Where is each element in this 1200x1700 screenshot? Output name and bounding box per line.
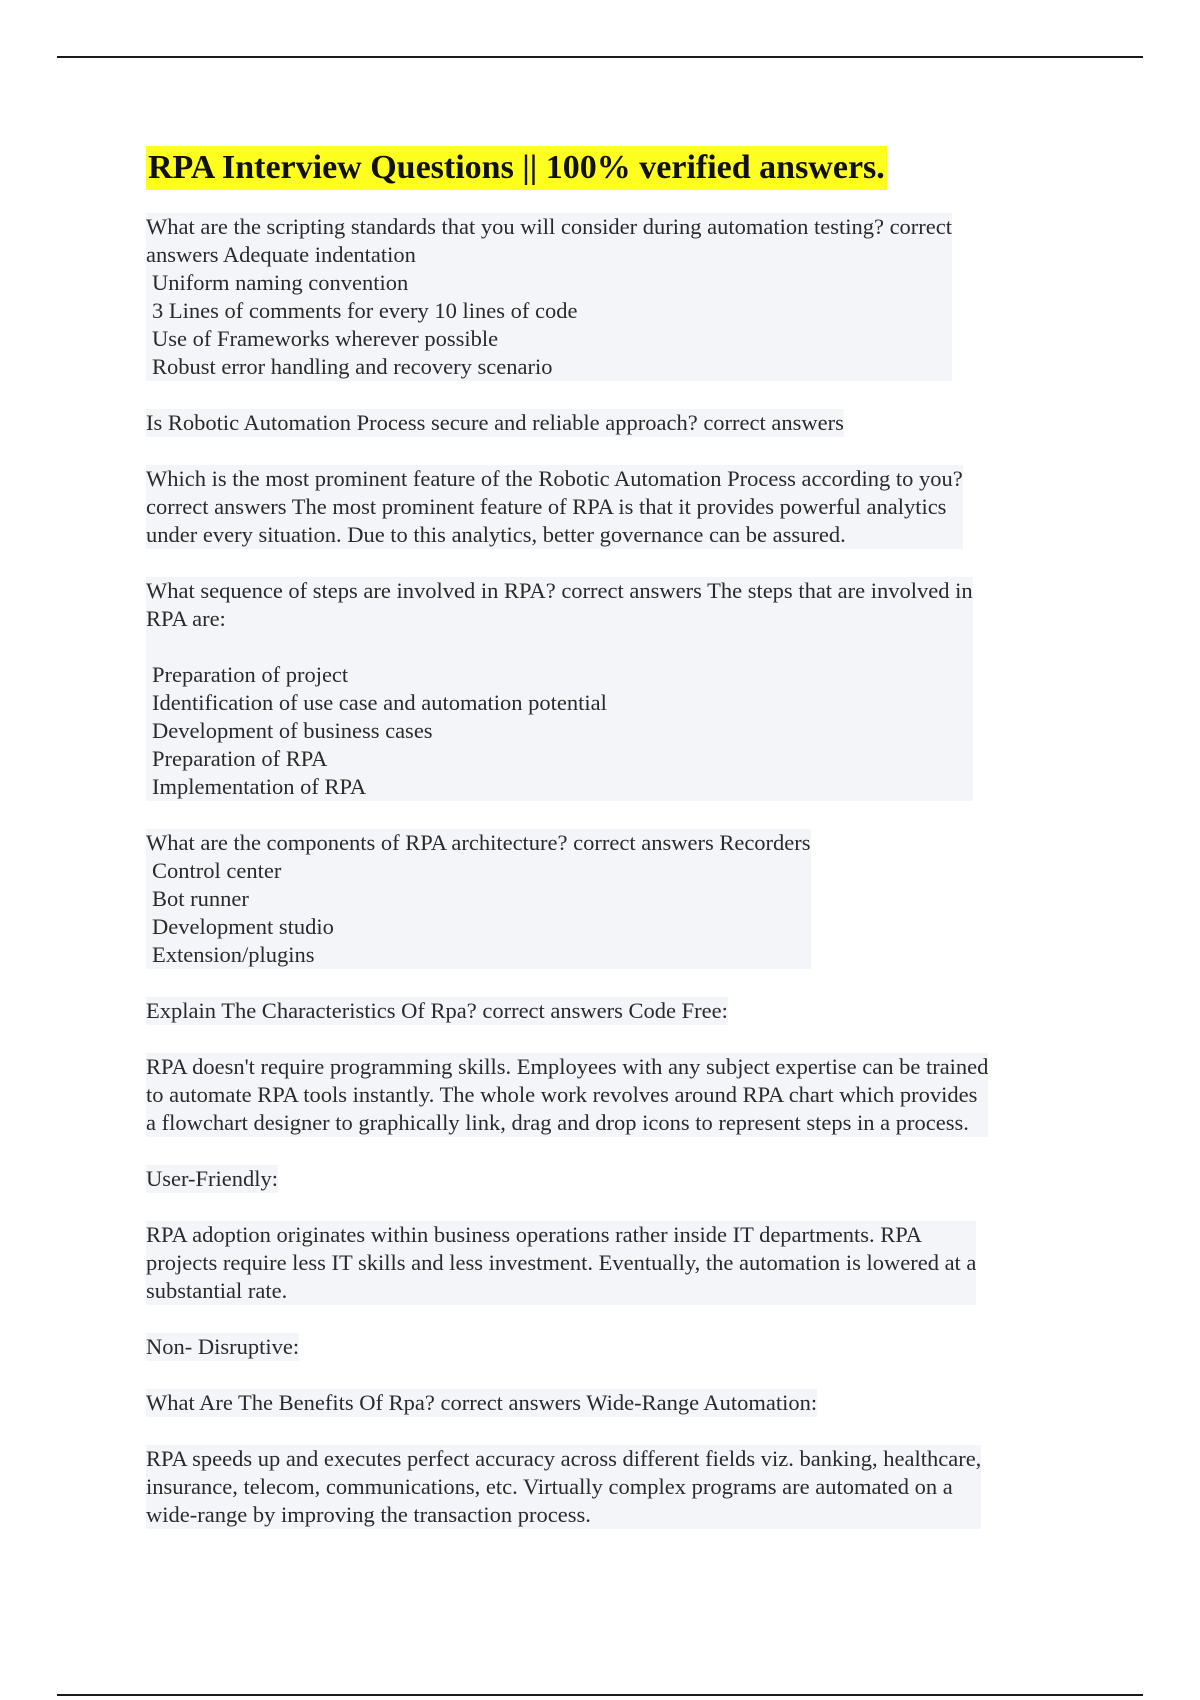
text-line: What sequence of steps are involved in RPA? correct answers The steps that are involved in <box>146 578 973 603</box>
text-line: RPA adoption originates within business operations rather inside IT departments. RPA <box>146 1222 922 1247</box>
text-line: RPA are: <box>146 606 226 631</box>
text-line: Robust error handling and recovery scenario <box>152 354 553 379</box>
paragraph-text <box>146 1165 278 1193</box>
text-line: RPA speeds up and executes perfect accuracy across different fields viz. banking, healthcare, <box>146 1446 982 1471</box>
paragraph-text <box>146 1389 817 1417</box>
qa-paragraph <box>146 1333 1066 1361</box>
text-line: answers Adequate indentation <box>146 242 416 267</box>
text-line: Development of business cases <box>152 718 433 743</box>
document-body <box>146 146 1066 1557</box>
document-title: RPA Interview Questions || 100% verified answers. <box>146 146 887 190</box>
qa-paragraph <box>146 1221 1066 1305</box>
text-line: wide-range by improving the transaction process. <box>146 1502 591 1527</box>
text-line: Preparation of RPA <box>152 746 328 771</box>
text-line: User-Friendly: <box>146 1166 279 1191</box>
paragraph-text <box>146 997 728 1025</box>
text-line: Bot runner <box>152 886 249 911</box>
qa-paragraph <box>146 409 1066 437</box>
footer-rule <box>57 1694 1143 1696</box>
qa-paragraph <box>146 1389 1066 1417</box>
text-line: substantial rate. <box>146 1278 288 1303</box>
text-line: Non- Disruptive: <box>146 1334 300 1359</box>
paragraph-text <box>146 1333 299 1361</box>
qa-paragraph <box>146 1165 1066 1193</box>
qa-list <box>146 213 1066 1529</box>
text-line: projects require less IT skills and less investment. Eventually, the automation is lowered at a <box>146 1250 977 1275</box>
qa-paragraph <box>146 1053 1066 1137</box>
qa-paragraph <box>146 829 1066 969</box>
text-line: Preparation of project <box>152 662 349 687</box>
qa-paragraph <box>146 213 1066 381</box>
text-line: under every situation. Due to this analytics, better governance can be assured. <box>146 522 846 547</box>
qa-paragraph <box>146 577 1066 801</box>
text-line: Uniform naming convention <box>152 270 409 295</box>
paragraph-text <box>146 1053 988 1137</box>
text-line: What are the components of RPA architecture? correct answers Recorders <box>146 830 811 855</box>
paragraph-text <box>146 409 844 437</box>
text-line: insurance, telecom, communications, etc. Virtually complex programs are automated on a <box>146 1474 953 1499</box>
qa-paragraph <box>146 997 1066 1025</box>
text-line: Which is the most prominent feature of the Robotic Automation Process according to you? <box>146 466 963 491</box>
qa-paragraph <box>146 1445 1066 1529</box>
text-line: Use of Frameworks wherever possible <box>152 326 499 351</box>
text-line: Is Robotic Automation Process secure and reliable approach? correct answers <box>146 410 844 435</box>
text-line: correct answers The most prominent feature of RPA is that it provides powerful analytics <box>146 494 947 519</box>
paragraph-text <box>146 213 952 381</box>
paragraph-text <box>146 577 973 801</box>
paragraph-text <box>146 465 963 549</box>
text-line: Control center <box>152 858 282 883</box>
text-line: Implementation of RPA <box>152 774 367 799</box>
text-line: Identification of use case and automation potential <box>152 690 607 715</box>
text-line: Extension/plugins <box>152 942 315 967</box>
text-line: to automate RPA tools instantly. The whole work revolves around RPA chart which provides <box>146 1082 978 1107</box>
qa-paragraph <box>146 465 1066 549</box>
text-line: What are the scripting standards that you will consider during automation testing? correct <box>146 214 953 239</box>
text-line: What Are The Benefits Of Rpa? correct answers Wide-Range Automation: <box>146 1390 818 1415</box>
paragraph-text <box>146 1221 976 1305</box>
text-line: 3 Lines of comments for every 10 lines of code <box>152 298 578 323</box>
paragraph-text <box>146 1445 981 1529</box>
text-line: Development studio <box>152 914 334 939</box>
text-line: Explain The Characteristics Of Rpa? correct answers Code Free: <box>146 998 728 1023</box>
header-rule <box>57 56 1143 58</box>
blank-line <box>146 633 973 661</box>
paragraph-text <box>146 829 811 969</box>
text-line: RPA doesn't require programming skills. Employees with any subject expertise can be trained <box>146 1054 989 1079</box>
text-line: a flowchart designer to graphically link, drag and drop icons to represent steps in a process. <box>146 1110 969 1135</box>
